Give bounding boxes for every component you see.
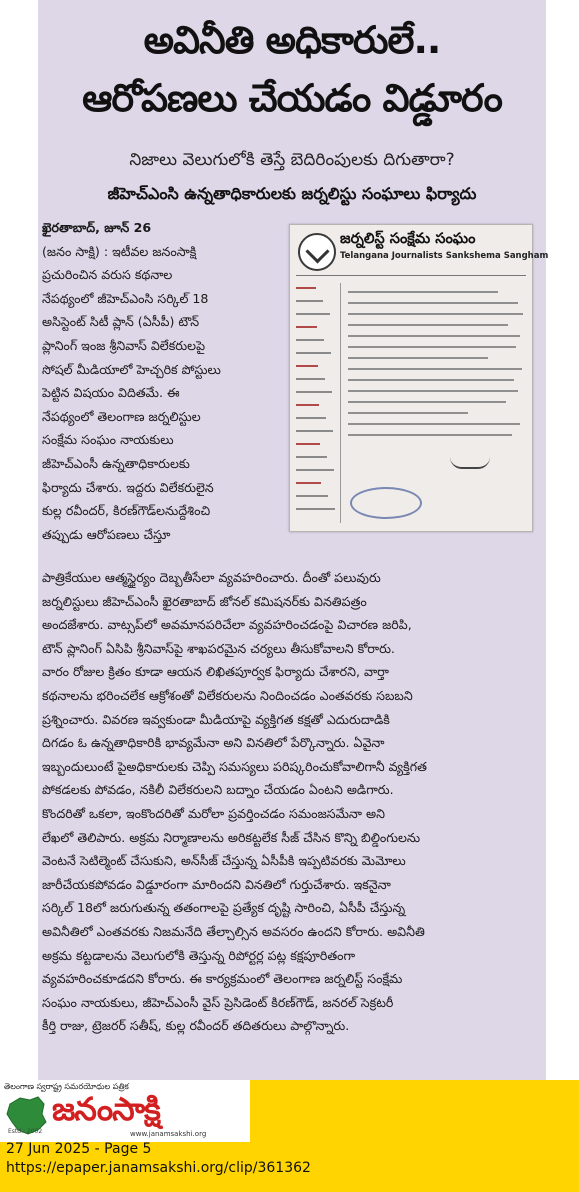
article-line: పెట్టిన విషయం విదితమే. ఈ <box>42 385 180 401</box>
clip-url[interactable]: https://epaper.janamsakshi.org/clip/361362 <box>6 1160 311 1176</box>
article-line: కుల్ల రవీందర్, కిరణ్‌గౌడ్‌లనుద్దేశించి <box>42 503 211 519</box>
letter-sidebar-line <box>296 326 317 328</box>
letter-text-line <box>348 401 506 403</box>
letter-sidebar-line <box>296 430 333 432</box>
established-year: Estd.: 2002 <box>8 1128 43 1135</box>
letter-text-line <box>348 335 520 337</box>
letter-text-line <box>348 434 512 436</box>
article-line: సంక్షేమ సంఘం నాయకులు <box>42 432 174 448</box>
letter-office-bearers-list <box>294 283 341 523</box>
masthead-website: www.janamsakshi.org <box>130 1130 207 1138</box>
article-line: జర్నలిస్టులు జీహెచ్ఎంసీ ఖైరతాబాద్ జోనల్ కమిషనర్‌కు వినతిపత్రం <box>42 593 367 609</box>
letter-text-line <box>348 313 523 315</box>
article-column-wide <box>42 566 542 1038</box>
letter-sidebar-line <box>296 508 335 510</box>
letter-sidebar-line <box>296 495 328 497</box>
article-line: సర్కిల్ 18లో జరుగుతున్న తతంగాలపై ప్రత్యేక దృష్టి సారించి, ఏసీపీ చేస్తున్న <box>42 900 406 916</box>
article-line: సంఘం నాయకులు, జీహెచ్ఎంసీ వైస్ ప్రెసిడెంట్ కిరణ్‌గౌడ్, జనరల్ సెక్రటరీ <box>42 994 394 1010</box>
article-line: ప్రచురించిన వరుస కథనాల <box>42 267 173 283</box>
article-line: వారం రోజుల క్రితం కూడా ఆయన లిఖితపూర్వక ఫిర్యాదు చేశారని, వార్తా <box>42 664 389 680</box>
article-line: అసిస్టెంట్ సిటీ ప్లాన్ (ఏసీపీ) టౌన్ <box>42 314 200 330</box>
letter-sidebar-line <box>296 365 318 367</box>
letter-text-line <box>348 379 514 381</box>
article-column-narrow <box>42 216 282 546</box>
article-line: లేఖలో తెలిపారు. అక్రమ నిర్మాణాలను అరికట్టలేక సీజ్ చేసిన కొన్ని బిల్డింగులను <box>42 829 421 845</box>
article-line: కొందరితో ఒకలా, ఇంకొందరితో మరోలా ప్రవర్తించడం సమంజసమేనా అని <box>42 805 385 821</box>
received-stamp <box>350 487 422 519</box>
letter-sidebar-line <box>296 352 331 354</box>
masthead-tagline: తెలంగాణ స్వరాష్ట్ర సమరయోధుల పత్రిక <box>4 1082 129 1091</box>
letter-text-line <box>348 302 518 304</box>
article-line: జారీచేయకపోవడం విడ్డూరంగా మారిందని వినతిలో గుర్తుచేశారు. ఇకనైనా <box>42 876 391 892</box>
article-line: ప్రశ్నించారు. వివరణ ఇవ్వకుండా మీడియాపై వ్యక్తిగత కక్షతో ఎదురుదాడికి <box>42 711 390 727</box>
letter-text-line <box>348 412 468 414</box>
letter-sidebar-line <box>296 313 330 315</box>
letter-sidebar-line <box>296 482 321 484</box>
headline-line-2: ఆరోపణలు చేయడం విడ్డూరం <box>82 76 502 120</box>
article-line: అందజేశారు. వాట్సప్‌లో అవమానపరిచేలా వ్యవహరించడంపై విచారణ జరిపి, <box>42 617 412 633</box>
letter-text-line <box>348 390 518 392</box>
subheadline-question: నిజాలు వెలుగులోకి తెస్తే బెదిరింపులకు దిగుతారా? <box>129 150 455 170</box>
letter-text-line <box>348 423 520 425</box>
headline-line-1: అవినీతి అధికారులే.. <box>143 18 441 62</box>
article-line: అవినీతిలో ఎంతవరకు నిజమనేది తేల్చాల్సిన అవసరం ఉందని కోరారు. అవినీతి <box>42 923 425 939</box>
article-line: పాత్రికేయుల ఆత్మస్థైర్యం దెబ్బతీసేలా వ్యవహరించారు. దీంతో పలువురు <box>42 570 381 585</box>
article-line: కీర్తి రాజు, ట్రెజరర్ సతీష్, కుల్ల రవీందర్ తదితరులు పాల్గొన్నారు. <box>42 1018 350 1034</box>
article-line: కథనాలను భరించలేక ఆక్రోశంతో విలేకరులను నిందించడం ఎంతవరకు సబబని <box>42 687 413 703</box>
article-line: తప్పుడు ఆరోపణలు చేస్తూ <box>42 526 171 542</box>
article-line: ప్లానింగ్ ఇంజ శ్రీనివాస్ విలేకరులపై <box>42 337 206 353</box>
dateline: ఖైరతాబాద్, జూన్ 26 <box>42 220 152 235</box>
letter-sidebar-line <box>296 391 332 393</box>
brand-name: జనంసాక్షి <box>52 1090 160 1128</box>
union-logo-icon <box>298 233 336 271</box>
article-line: వ్యవహరించకూడదని కోరారు. ఈ కార్యక్రమంలో తెలంగాణ జర్నలిస్ట్ సంక్షేమ <box>42 971 403 987</box>
letter-text-line <box>348 324 508 326</box>
letter-sidebar-line <box>296 443 320 445</box>
article-line: వెంటనే సెటిల్మెంట్ చేసుకుని, అన్‌సీజ్ చేస్తున్న ఏసీపీకి ఇప్పటివరకు మెమోలు <box>42 853 406 869</box>
letter-text-line <box>348 357 488 359</box>
article-line: ఇబ్బందులుంటే పైఅధికారులకు చెప్పి సమస్యలు పరిష్కరించుకోవాలిగానీ వ్యక్తిగత <box>42 758 427 774</box>
article-line: నేపథ్యంలో జీహెచ్ఎంసి సర్కిల్ 18 <box>42 290 209 306</box>
letter-sidebar-line <box>296 469 334 471</box>
subheadline-complaint: జీహెచ్ఎంసి ఉన్నతాధికారులకు జర్నలిస్టు సంఘాలు ఫిర్యాదు <box>107 184 477 203</box>
article-line: దిగడం ఓ ఉన్నతాధికారికి భావ్యమేనా అని వినతిలో పేర్కొన్నారు. ఏవైనా <box>42 735 385 751</box>
clip-meta <box>6 1140 311 1178</box>
article-line: ఫిర్యాదు చేశారు. ఇద్దరు విలేకరులైన <box>42 479 214 495</box>
letter-divider <box>296 275 526 276</box>
letter-text-line <box>348 368 522 370</box>
article-line: నేపథ్యంలో తెలంగాణ జర్నలిస్టుల <box>42 408 201 424</box>
letter-sidebar-line <box>296 300 323 302</box>
issue-date-page: 27 Jun 2025 - Page 5 <box>6 1141 152 1157</box>
letter-text-line <box>348 291 498 293</box>
article-line: సోషల్ మీడియాలో హెచ్చరిక పోస్టులు <box>42 361 221 377</box>
article-line: (జనం సాక్షి) : ఇటీవల జనంసాక్షి <box>42 243 197 259</box>
letter-sidebar-line <box>296 287 316 289</box>
letter-heading: జర్నలిస్ట్ సంక్షేమ సంఘం <box>340 231 476 247</box>
article-line: అక్రమ కట్టడాలను వెలుగులోకి తెస్తున్న రిపోర్టర్ల పట్ల కక్షపూరితంగా <box>42 947 356 963</box>
letter-sidebar-line <box>296 417 326 419</box>
masthead-logo <box>0 1080 250 1142</box>
letter-sidebar-line <box>296 339 324 341</box>
signature <box>450 457 490 469</box>
article-line: టౌన్ ప్లానింగ్ ఏసిపి శ్రీనివాస్‌పై శాఖపరమైన చర్యలు తీసుకోవాలని కోరారు. <box>42 640 395 656</box>
article-line: జీహెచ్ఎంసీ ఉన్నతాధికారులకు <box>42 455 190 471</box>
article-line: పోకడలకు పోవడం, నకిలీ విలేకరులని బద్నాం చేయడం ఏంటని అడిగారు. <box>42 782 394 798</box>
letter-sidebar-line <box>296 404 319 406</box>
letter-sidebar-line <box>296 378 325 380</box>
letter-heading-english: Telangana Journalists Sankshema Sangham <box>340 251 549 261</box>
letter-sidebar-line <box>296 456 327 458</box>
complaint-letter-image <box>289 224 549 532</box>
letter-text-line <box>348 346 516 348</box>
